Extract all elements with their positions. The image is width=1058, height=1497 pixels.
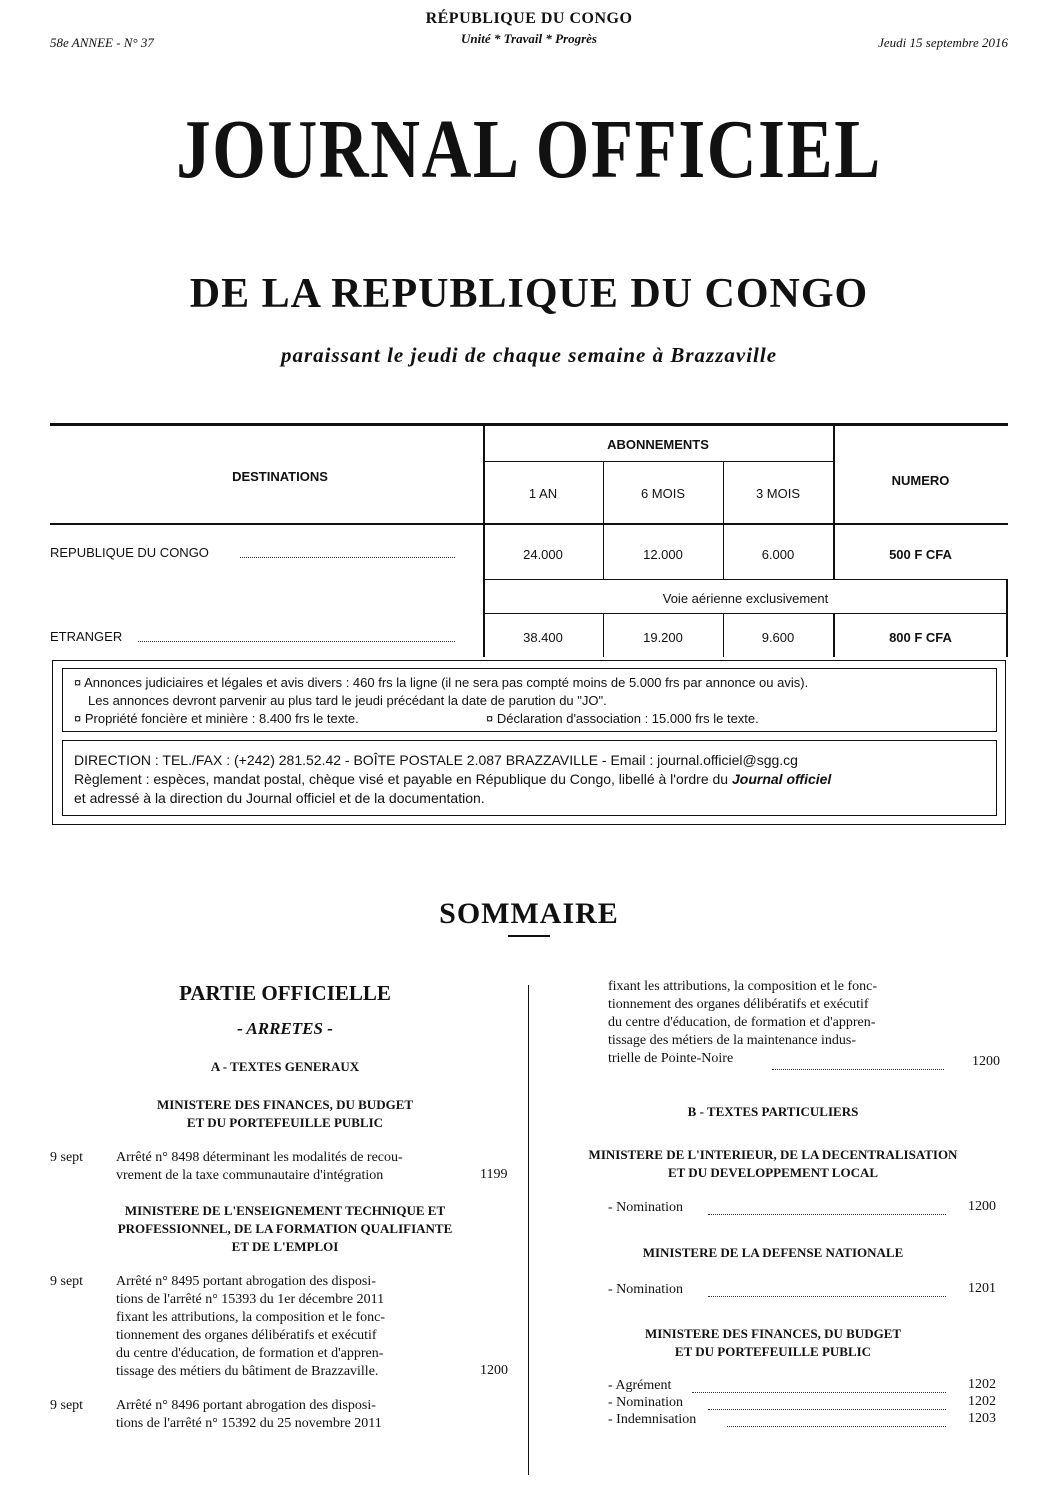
entry-line: tions de l'arrêté n° 15393 du 1er décembre 2011: [116, 1292, 385, 1307]
row-3mois: 9.600: [761, 630, 795, 645]
header-annee-numero: 58e ANNEE - N° 37: [50, 35, 154, 50]
numero-label: NUMERO: [891, 473, 950, 488]
row-1an: 24.000: [523, 547, 563, 562]
toc-item-label: - Agrément: [608, 1378, 672, 1393]
ministere-interieur-line2: ET DU DEVELOPPEMENT LOCAL: [667, 1165, 879, 1180]
table-top-rule: [50, 423, 1008, 426]
toc-item-page: 1200: [968, 1199, 996, 1214]
header-date: Jeudi 15 septembre 2016: [878, 35, 1008, 50]
entry-line: du centre d'éducation, de formation et d'appren-: [116, 1346, 384, 1361]
row-6mois: 19.200: [643, 630, 683, 645]
entry-line: fixant les attributions, la composition et le fonc-: [116, 1310, 386, 1325]
sommaire-rule: [508, 935, 550, 937]
toc-item-page: 1201: [968, 1281, 996, 1296]
entry-line: tissage des métiers de la maintenance indus-: [608, 1033, 857, 1048]
association-text: ¤ Déclaration d'association : 15.000 frs le texte.: [486, 711, 759, 726]
toc-item-label: - Nomination: [608, 1282, 684, 1297]
row-1an: 38.400: [523, 630, 563, 645]
toc-item-page: 1202: [968, 1377, 996, 1392]
leader-dots: [692, 1391, 946, 1393]
ministere-finances-b-line2: ET DU PORTEFEUILLE PUBLIC: [674, 1344, 872, 1359]
leader-dots: [708, 1295, 946, 1297]
col-3mois: 3 MOIS: [755, 486, 801, 501]
entry-date: 9 sept: [50, 1150, 84, 1165]
leader-dots: [708, 1408, 946, 1410]
sommaire-title: SOMMAIRE: [439, 897, 619, 930]
row-destination: ETRANGER: [50, 629, 123, 644]
entry-continuation: [608, 978, 968, 1068]
entry-page: 1200: [480, 1363, 508, 1378]
entry-text: [116, 1273, 466, 1381]
leader-dots: [727, 1425, 946, 1427]
delai-text: Les annonces devront parvenir au plus tard le jeudi précédant la date de parution du "JO".: [88, 693, 607, 708]
row-destination: REPUBLIQUE DU CONGO: [50, 545, 209, 560]
ministere-finances-line2: ET DU PORTEFEUILLE PUBLIC: [186, 1115, 384, 1130]
propriete-text: ¤ Propriété foncière et minière : 8.400 frs le texte.: [74, 711, 359, 726]
table-row-rule: [483, 613, 1008, 614]
voie-aerienne: Voie aérienne exclusivement: [662, 591, 829, 606]
entry-line: tionnement des organes délibératifs et exécutif: [116, 1328, 377, 1343]
leader-dots: [240, 556, 455, 558]
entry-line: Arrêté n° 8495 portant abrogation des disposi-: [116, 1274, 376, 1289]
reglement-text: [74, 771, 831, 787]
ministere-interieur-line1: MINISTERE DE L'INTERIEUR, DE LA DECENTRALISATION: [588, 1147, 958, 1162]
entry-date: 9 sept: [50, 1274, 84, 1289]
tarifs-table: [50, 423, 1008, 658]
entry-line: trielle de Pointe-Noire: [608, 1051, 734, 1066]
toc-item-label: - Nomination: [608, 1200, 684, 1215]
entry-line: tionnement des organes délibératifs et exécutif: [608, 997, 869, 1012]
entry-line: du centre d'éducation, de formation et d'appren-: [608, 1015, 876, 1030]
journal-subtitle: DE LA REPUBLIQUE DU CONGO: [189, 271, 869, 317]
col-1an: 1 AN: [528, 486, 558, 501]
adresse-text: et adressé à la direction du Journal officiel et de la documentation.: [74, 790, 485, 806]
entry-line: fixant les attributions, la composition et le fonc-: [608, 979, 878, 994]
entry-date: 9 sept: [50, 1398, 84, 1413]
entry-line: vrement de la taxe communautaire d'intégration: [116, 1168, 384, 1183]
direction-text: DIRECTION : TEL./FAX : (+242) 281.52.42 - BOÎTE POSTALE 2.087 BRAZZAVILLE - Email : journal.officiel@sgg.cg: [74, 752, 798, 768]
parution-note: paraissant le jeudi de chaque semaine à Brazzaville: [280, 343, 778, 367]
column-divider: [528, 985, 529, 1475]
leader-dots: [708, 1213, 946, 1215]
row-numero: 800 F CFA: [889, 630, 952, 645]
toc-item-page: 1202: [968, 1394, 996, 1409]
annonces-text: ¤ Annonces judiciaires et légales et avis divers : 460 frs la ligne (il ne sera pas compté moins de 5.000 frs par annonce ou avis).: [74, 675, 809, 690]
leader-dots: [772, 1068, 944, 1070]
leader-dots: [138, 640, 455, 642]
table-abonnements-rule: [483, 461, 833, 462]
toc-item-label: - Indemnisation: [608, 1412, 697, 1427]
entry-line: Arrêté n° 8496 portant abrogation des disposi-: [116, 1398, 376, 1413]
destinations-label: DESTINATIONS: [232, 469, 328, 484]
entry-page: 1199: [480, 1167, 508, 1182]
entry-line: Arrêté n° 8498 déterminant les modalités de recou-: [116, 1150, 403, 1165]
header-republique: RÉPUBLIQUE DU CONGO: [425, 10, 633, 27]
entry-line: tions de l'arrêté n° 15392 du 25 novembre 2011: [116, 1416, 382, 1431]
ministere-defense: MINISTERE DE LA DEFENSE NATIONALE: [642, 1245, 904, 1260]
header-devise: Unité * Travail * Progrès: [460, 31, 597, 46]
entry-text: [116, 1149, 466, 1185]
ministere-finances-b-line1: MINISTERE DES FINANCES, DU BUDGET: [644, 1326, 902, 1341]
row-3mois: 6.000: [761, 547, 795, 562]
partie-officielle: PARTIE OFFICIELLE: [179, 981, 391, 1005]
textes-generaux: A - TEXTES GENERAUX: [210, 1059, 360, 1074]
toc-item-page: 1203: [968, 1411, 996, 1426]
toc-item-label: - Nomination: [608, 1395, 684, 1410]
reglement-main: Règlement : espèces, mandat postal, chèque visé et payable en République du Congo, libellé à l'ordre du: [74, 771, 729, 787]
textes-particuliers: B - TEXTES PARTICULIERS: [687, 1104, 859, 1119]
table-header-rule: [50, 523, 1008, 525]
ministere-enseignement-line3: ET DE L'EMPLOI: [231, 1239, 339, 1254]
ministere-enseignement-line2: PROFESSIONNEL, DE LA FORMATION QUALIFIANTE: [117, 1221, 453, 1236]
entry-line: tissage des métiers du bâtiment de Brazzaville.: [116, 1364, 379, 1379]
table-row-rule: [483, 579, 1008, 580]
row-numero: 500 F CFA: [889, 547, 952, 562]
abonnements-label: ABONNEMENTS: [607, 437, 709, 452]
entry-page: 1200: [972, 1054, 1000, 1069]
arretes-heading: - ARRETES -: [237, 1019, 333, 1038]
row-6mois: 12.000: [643, 547, 683, 562]
ministere-enseignement-line1: MINISTERE DE L'ENSEIGNEMENT TECHNIQUE ET: [124, 1203, 446, 1218]
ministere-finances-line1: MINISTERE DES FINANCES, DU BUDGET: [156, 1097, 414, 1112]
reglement-journal: Journal officiel: [732, 771, 832, 787]
col-6mois: 6 MOIS: [640, 486, 686, 501]
entry-text: [116, 1397, 466, 1433]
journal-title: JOURNAL OFFICIEL: [176, 103, 882, 196]
